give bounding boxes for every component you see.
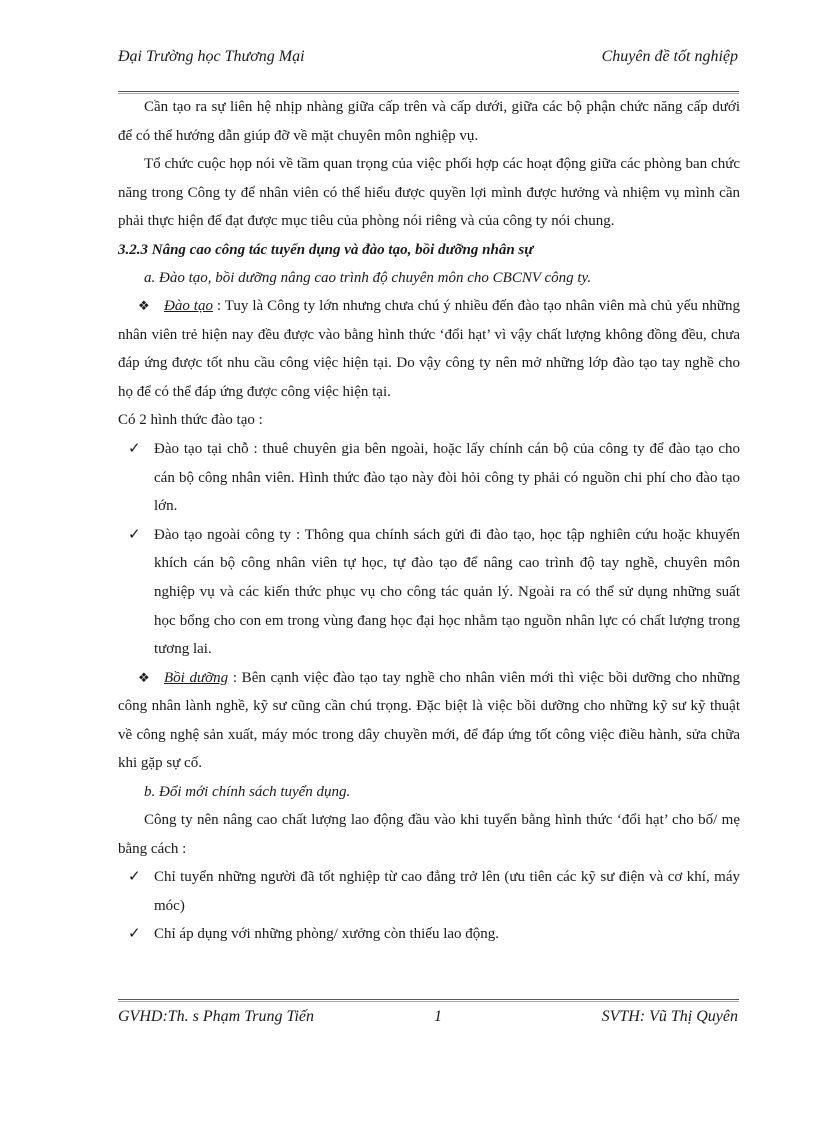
section-heading: 3.2.3 Nâng cao công tác tuyển dụng và đào tạo, bồi dưỡng nhân sự xyxy=(118,241,534,258)
dao-tao-text: : Tuy là Công ty lớn nhưng chưa chú ý nhiều đến đào tạo nhân viên mà chủ yếu những nhân viên trẻ hiện nay đều được vào bằng hình thức ‘đổi hạt’ vì vậy chất lượng không đồng đều, chưa đáp ứng được tốt nhu cầu công việc hiện tại. Do vậy công ty nên mở những lớp đào tạo tay nghề cho họ để có thể đáp ứng được công việc hiện tại. xyxy=(118,297,740,400)
dao-tao-label: Đào tạo xyxy=(164,297,213,314)
footer-advisor: GVHD:Th. s Phạm Trung Tiến xyxy=(118,1008,315,1025)
paragraph-2: Tổ chức cuộc họp nói về tầm quan trọng của việc phối hợp các hoạt động giữa các phòng ban chức năng trong Công ty để nhân viên có thể hiểu được quyền lợi mình được hưởng và nhiệm vụ mình cần phải thực hiện để đạt được mục tiêu của phòng nói riêng và của công ty nói chung. xyxy=(118,156,740,230)
dao-tao-paragraph xyxy=(118,292,740,406)
list-item xyxy=(118,863,740,920)
list-item xyxy=(118,521,740,664)
subheading-a: a. Đào tạo, bồi dưỡng nâng cao trình độ chuyên môn cho CBCNV công ty. xyxy=(144,269,592,286)
diamond-bullet-icon: ❖ xyxy=(138,297,150,313)
header-school: Đại Trường học Thương Mại xyxy=(118,48,305,65)
page-header xyxy=(118,48,738,72)
checkmark-icon: ✓ xyxy=(128,869,141,886)
footer-divider xyxy=(118,999,739,1002)
boi-duong-text: : Bên cạnh việc đào tạo tay nghề cho nhân viên mới thì việc bồi dưỡng cho những công nhân lành nghề, kỹ sư cũng cần chú trọng. Đặc biệt là việc bồi dưỡng cho những kỹ sư kỹ thuật về công nghệ sản xuất, máy móc trong dây chuyền mới, để đáp ứng tốt công việc điều hành, sửa chữa khi gặp sự cố. xyxy=(118,669,740,772)
list-item-text: Đào tạo ngoài công ty : Thông qua chính sách gửi đi đào tạo, học tập nghiên cứu hoặc khuyến khích cán bộ công nhân viên tự học, tự đào tạo để nâng cao trình độ tay nghề, chuyên môn nghiệp vụ và các kiến thức phục vụ cho công tác quản lý. Ngoài ra có thể sử dụng những suất học bổng cho con em trong vùng đang học đại học nhằm tạo nguồn nhân lực có chất lượng trong tương lai. xyxy=(154,526,740,658)
subheading-b: b. Đổi mới chính sách tuyển dụng. xyxy=(144,784,351,801)
list-item xyxy=(118,435,740,521)
training-forms-intro: Có 2 hình thức đào tạo : xyxy=(118,412,263,429)
paragraph-1: Cần tạo ra sự liên hệ nhịp nhàng giữa cấp trên và cấp dưới, giữa các bộ phận chức năng cấp dưới để có thể hướng dẫn giúp đỡ về mặt chuyên môn nghiệp vụ. xyxy=(118,99,740,144)
document-body xyxy=(118,93,740,949)
checkmark-icon: ✓ xyxy=(128,526,141,543)
diamond-bullet-icon: ❖ xyxy=(138,669,150,685)
paragraph-3: Công ty nên nâng cao chất lượng lao động đầu vào khi tuyển bằng hình thức ‘đổi hạt’ cho bố/ mẹ bằng cách : xyxy=(118,812,740,857)
header-title: Chuyên đề tốt nghiệp xyxy=(601,48,738,65)
list-item-text: Chỉ tuyển những người đã tốt nghiệp từ cao đẳng trở lên (ưu tiên các kỹ sư điện và cơ khí, máy móc) xyxy=(154,869,740,914)
list-item-text: Đào tạo tại chỗ : thuê chuyên gia bên ngoài, hoặc lấy chính cán bộ của công ty để đào tạo cho cán bộ công nhân viên. Hình thức đào tạo này đòi hỏi công ty phải có nguồn chi phí cho đào tạo lớn. xyxy=(154,440,740,515)
checkmark-icon: ✓ xyxy=(128,926,141,943)
page-footer xyxy=(118,1008,738,1032)
page-number: 1 xyxy=(434,1008,442,1025)
footer-student: SVTH: Vũ Thị Quyên xyxy=(601,1008,738,1025)
boi-duong-paragraph xyxy=(118,664,740,778)
list-item-text: Chỉ áp dụng với những phòng/ xưởng còn thiếu lao động. xyxy=(154,926,500,943)
boi-duong-label: Bồi dưỡng xyxy=(164,669,229,686)
list-item xyxy=(118,920,740,949)
checkmark-icon: ✓ xyxy=(128,440,141,457)
